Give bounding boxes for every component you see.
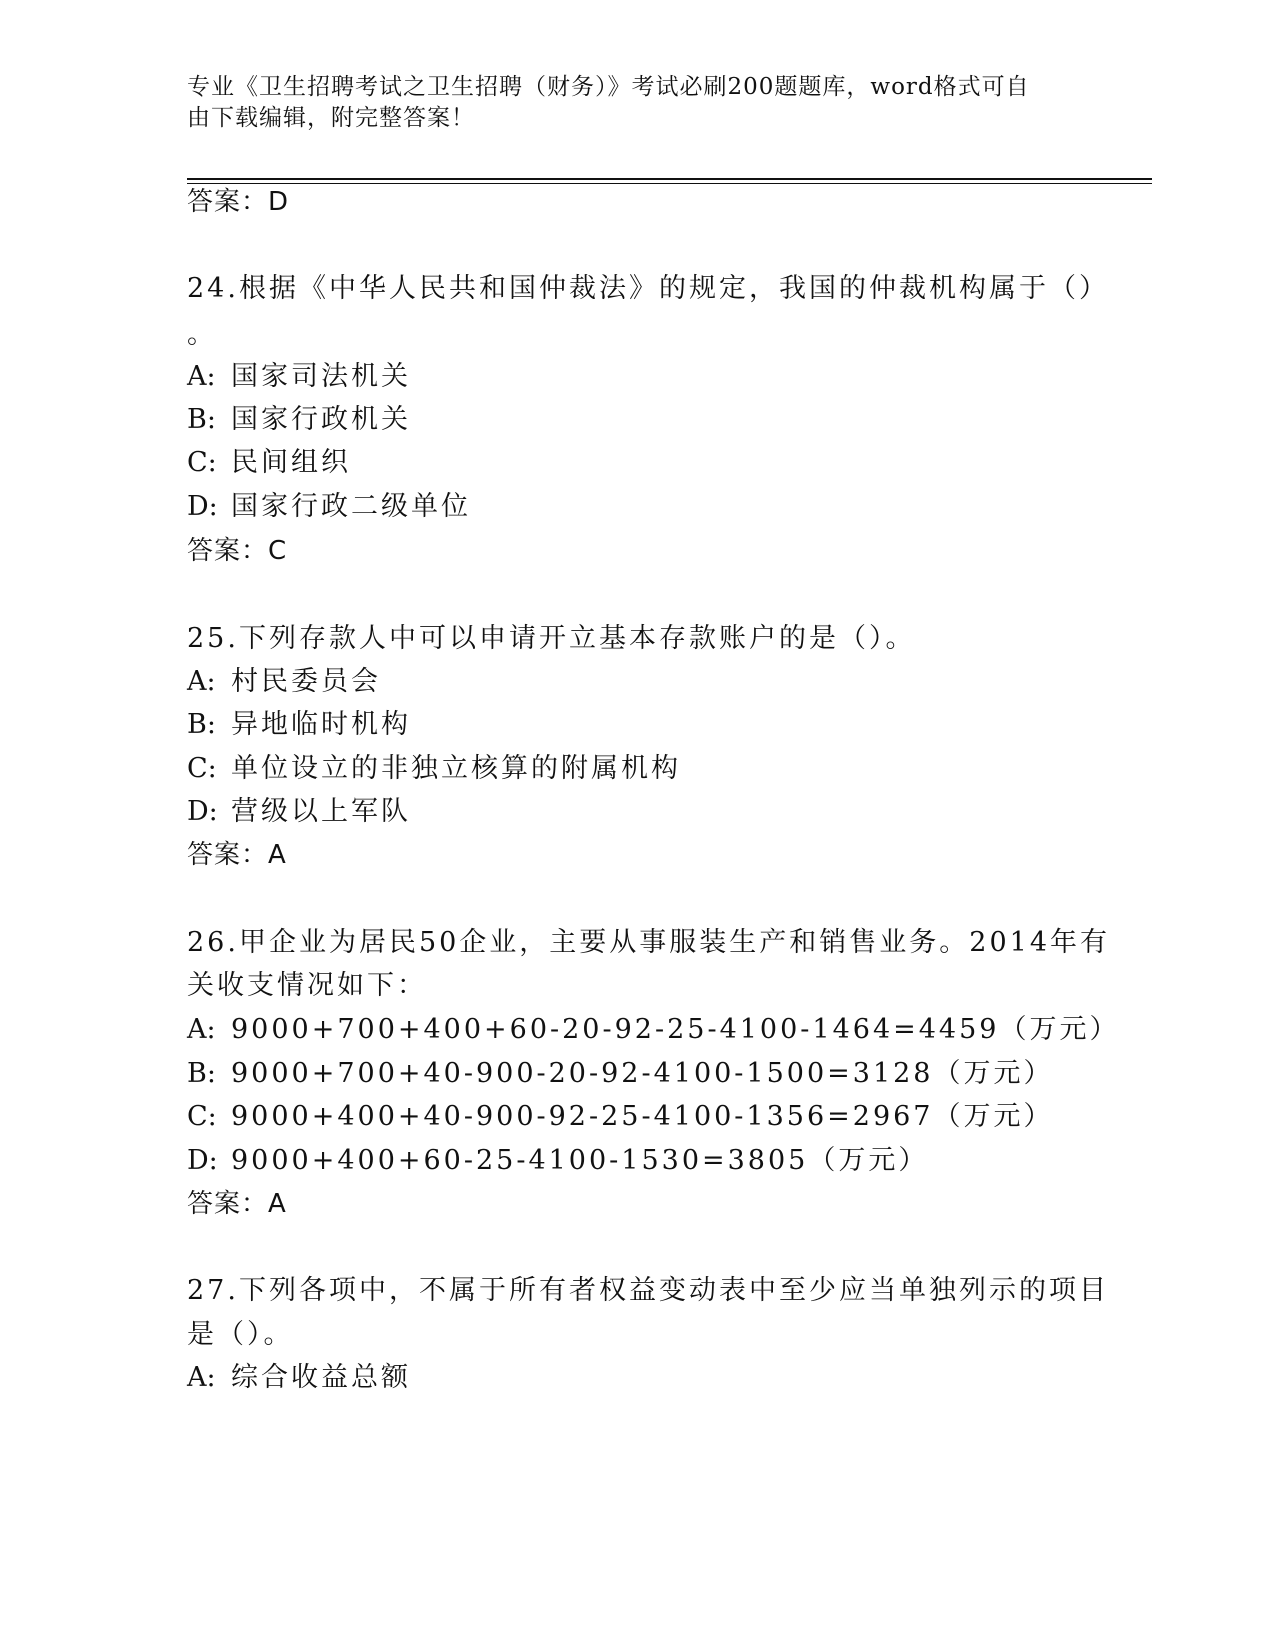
option-key: C:	[187, 1101, 217, 1132]
option-text: 异地临时机构	[231, 709, 411, 740]
question-stem-line: 24.根据《中华人民共和国仲裁法》的规定，我国的仲裁机构属于（）	[187, 273, 1109, 304]
answer-line-prev: 答案：D	[187, 187, 290, 217]
option-a	[187, 360, 411, 394]
option-key: B:	[187, 709, 216, 740]
header-line-2: 由下载编辑，附完整答案！	[187, 105, 475, 131]
option-a	[187, 1013, 1119, 1047]
option-key: B:	[187, 404, 216, 435]
option-c	[187, 1100, 1053, 1134]
option-text: 9000+700+400+60-20-92-25-4100-1464=4459（万元）	[231, 1014, 1120, 1045]
option-key: D:	[187, 796, 218, 827]
option-text: 9000+700+40-900-20-92-4100-1500=3128（万元）	[231, 1058, 1054, 1089]
option-d	[187, 1144, 928, 1178]
option-text: 单位设立的非独立核算的附属机构	[231, 753, 681, 784]
question-stem-line: 25.下列存款人中可以申请开立基本存款账户的是（）。	[187, 623, 916, 654]
question-stem-line: 27.下列各项中，不属于所有者权益变动表中至少应当单独列示的项目	[187, 1275, 1109, 1306]
option-b	[187, 708, 411, 742]
answer-line: 答案：C	[187, 536, 288, 566]
option-c	[187, 446, 351, 480]
option-text: 国家司法机关	[231, 361, 411, 392]
header-divider-thick	[187, 178, 1152, 180]
answer-line: 答案：A	[187, 840, 287, 870]
option-text: 民间组织	[231, 447, 351, 478]
question-stem-line: 26.甲企业为居民50企业，主要从事服装生产和销售业务。2014年有	[187, 927, 1111, 958]
option-text: 综合收益总额	[231, 1362, 411, 1393]
option-b	[187, 403, 411, 437]
option-text: 营级以上军队	[231, 796, 411, 827]
option-key: A:	[187, 1014, 216, 1045]
option-text: 国家行政二级单位	[231, 491, 471, 522]
option-key: A:	[187, 666, 216, 697]
option-a	[187, 665, 381, 699]
header-line-1: 专业《卫生招聘考试之卫生招聘（财务）》考试必刷200题题库，word格式可自	[187, 74, 1030, 100]
question-stem-line: 关收支情况如下：	[187, 970, 427, 1001]
question-stem-line: 。	[187, 319, 217, 350]
option-key: D:	[187, 491, 218, 522]
option-key: B:	[187, 1058, 216, 1089]
option-a	[187, 1361, 411, 1395]
option-key: A:	[187, 361, 216, 392]
option-key: D:	[187, 1145, 218, 1176]
option-text: 9000+400+40-900-92-25-4100-1356=2967（万元）	[231, 1101, 1054, 1132]
option-text: 9000+400+60-25-4100-1530=3805（万元）	[231, 1145, 929, 1176]
option-key: C:	[187, 753, 217, 784]
option-text: 村民委员会	[231, 666, 381, 697]
option-d	[187, 490, 471, 524]
option-key: C:	[187, 447, 217, 478]
option-d	[187, 795, 411, 829]
option-b	[187, 1057, 1053, 1091]
option-text: 国家行政机关	[231, 404, 411, 435]
document-header	[187, 72, 1067, 134]
answer-line: 答案：A	[187, 1189, 287, 1219]
question-stem-line: 是（）。	[187, 1319, 294, 1350]
header-divider-thin	[187, 183, 1152, 184]
option-key: A:	[187, 1362, 216, 1393]
option-c	[187, 752, 681, 786]
